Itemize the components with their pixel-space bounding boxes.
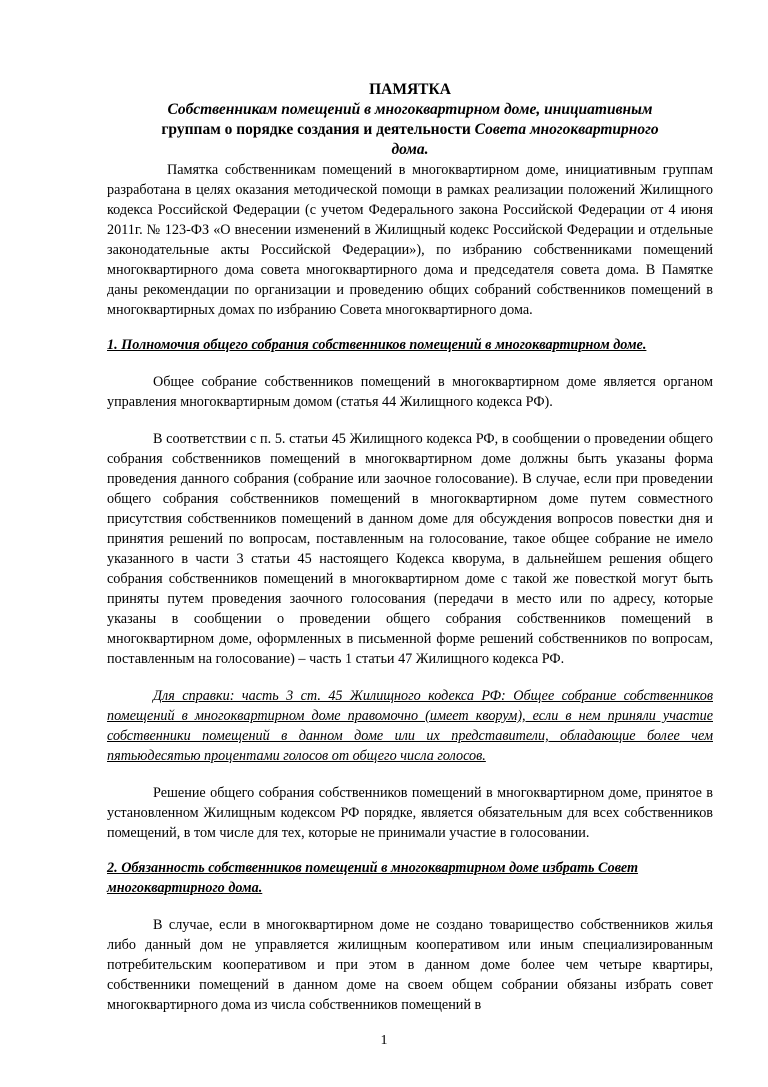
document-title: ПАМЯТКА — [369, 81, 451, 98]
section-1-paragraph-3: Решение общего собрания собственников помещений в многоквартирном доме, принятое в установленном Жилищным кодексом РФ порядке, является обязательным для всех собственников помещений, в том числе для тех, которые не принимали участие в голосовании. — [107, 785, 713, 841]
document-subtitle — [107, 100, 713, 160]
subtitle-line-1: Собственникам помещений в многоквартирном доме, инициативным — [167, 101, 653, 118]
section-1-reference-note: Для справки: часть 3 ст. 45 Жилищного кодекса РФ: Общее собрание собственников помещений в многоквартирном доме правомочно (имеет кворум), если в нем приняли участие собственники помещений в данном доме или их представители, обладающие более чем пятьюдесятью процентами голосов от общего числа голосов. — [107, 688, 713, 764]
subtitle-line-2-upright: группам о порядке создания и деятельности — [161, 121, 475, 138]
section-1-paragraph-2: В соответствии с п. 5. статьи 45 Жилищного кодекса РФ, в сообщении о проведении общего собрания собственников помещений в многоквартирном доме должны быть указаны форма проведения данного собрания (собрание или заочное голосование). В случае, если при проведении общего собрания собственников помещений в многоквартирном доме путем совместного присутствия собственников помещений в данном доме для обсуждения вопросов повестки дня и принятия решений по вопросам, поставленным на голосование, такое общее собрание не имело указанного в части 3 статьи 45 настоящего Кодекса кворума, в дальнейшем решения общего собрания собственников помещений в многоквартирном доме с такой же повесткой могут быть приняты путем проведения заочного голосования (передачи в место или по адресу, которые указаны в сообщении о проведении общего собрания собственников помещений в многоквартирном доме, оформленных в письменной форме решений собственников по вопросам, поставленным на голосование) – часть 1 статьи 47 Жилищного кодекса РФ. — [107, 431, 713, 667]
document-page — [107, 80, 713, 1015]
intro-paragraph: Памятка собственникам помещений в многоквартирном доме, инициативным группам разработана в целях оказания методической помощи в рамках реализации положений Жилищного кодекса Российской Федерации (с учетом Федерального закона Российской Федерации от 4 июня 2011г. № 123-ФЗ «О внесении изменений в Жилищный кодекс Российской Федерации и отдельные законодательные акты Российской Федерации»), по избранию собственниками помещений многоквартирного дома совета многоквартирного дома и председателя совета дома. В Памятке даны рекомендации по организации и проведению общих собраний собственников помещений в многоквартирных домах по избранию Совета многоквартирного дома. — [107, 162, 713, 318]
page-number: 1 — [380, 1033, 388, 1048]
section-1-paragraph-1: Общее собрание собственников помещений в многоквартирном доме является органом управления многоквартирным домом (статья 44 Жилищного кодекса РФ). — [107, 374, 713, 410]
subtitle-line-2-italic: Совета многоквартирного — [474, 121, 659, 138]
subtitle-line-2 — [113, 120, 707, 140]
subtitle-line-3: дома. — [391, 141, 429, 158]
section-2-paragraph-1: В случае, если в многоквартирном доме не создано товарищество собственников жилья либо данный дом не управляется жилищным кооперативом или иным специализированным потребительским кооперативом и при этом в данном доме более чем четыре квартиры, собственники помещений в данном доме на своем общем собрании обязаны избрать совет многоквартирного дома из числа собственников помещений в — [107, 917, 713, 1013]
section-2-heading: 2. Обязанность собственников помещений в многоквартирном доме избрать Совет многоквартирного дома. — [107, 860, 639, 896]
title-block — [107, 80, 713, 160]
section-1-heading: 1. Полномочия общего собрания собственников помещений в многоквартирном доме. — [107, 337, 647, 353]
